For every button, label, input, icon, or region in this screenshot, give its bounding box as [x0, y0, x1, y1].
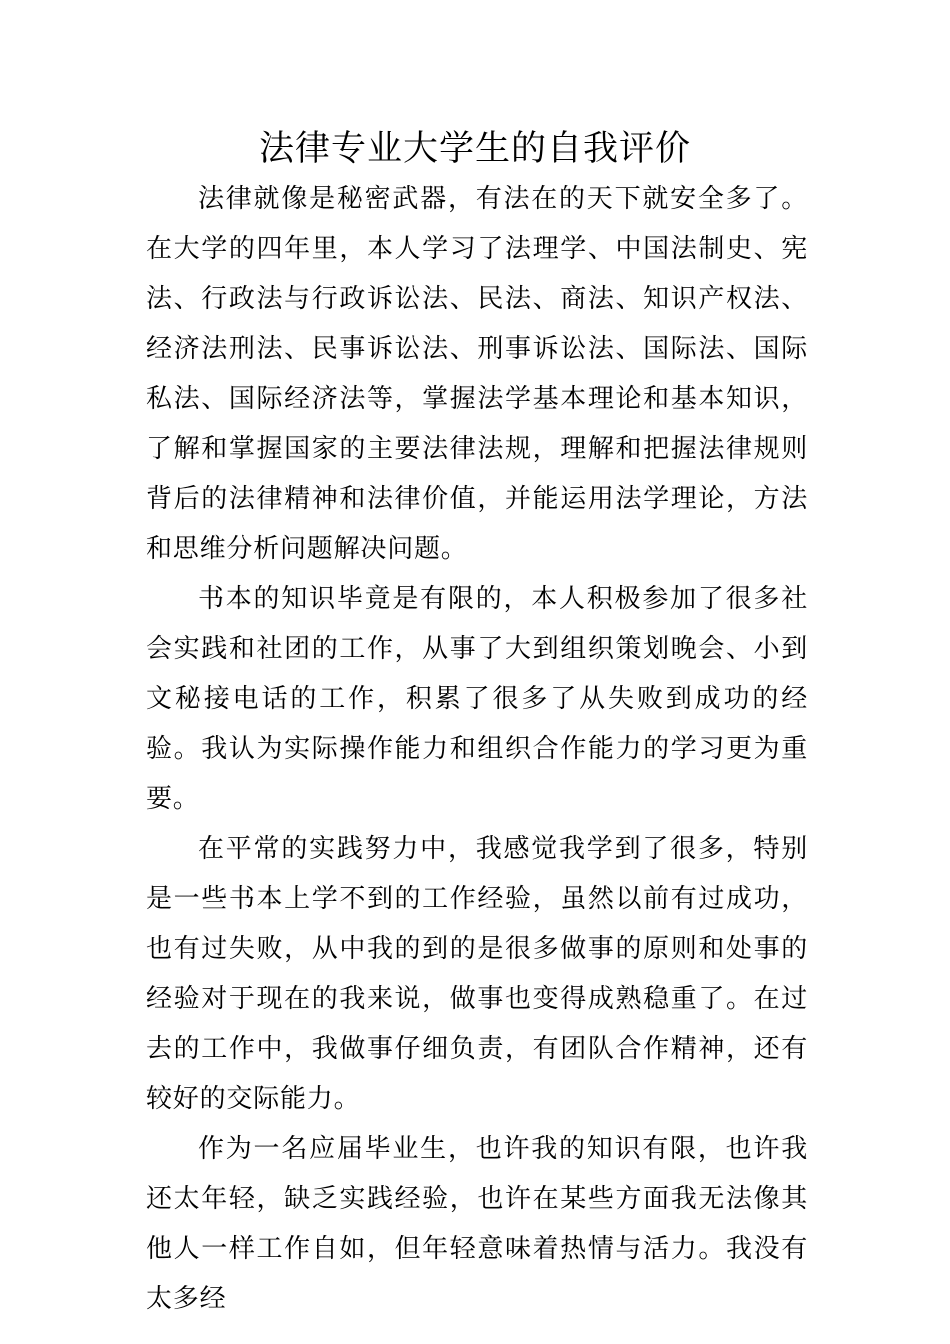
paragraph-3: 在平常的实践努力中，我感觉我学到了很多，特别是一些书本上学不到的工作经验，虽然以前有过成功，也有过失败，从中我的到的是很多做事的原则和处事的经验对于现在的我来说，做事也变得成熟稳重了。在过去的工作中，我做事仔细负责，有团队合作精神，还有较好的交际能力。	[146, 834, 808, 1114]
document-title: 法律专业大学生的自我评价	[258, 129, 691, 169]
paragraph-4: 作为一名应届毕业生，也许我的知识有限，也许我还太年轻，缺乏实践经验，也许在某些方面我无法像其他人一样工作自如，但年轻意味着热情与活力。我没有太多经	[146, 1134, 808, 1314]
paragraph-2: 书本的知识毕竟是有限的，本人积极参加了很多社会实践和社团的工作，从事了大到组织策划晚会、小到文秘接电话的工作，积累了很多了从失败到成功的经验。我认为实际操作能力和组织合作能力的学习更为重要。	[146, 584, 808, 814]
document-body	[146, 174, 808, 1324]
paragraph-1: 法律就像是秘密武器，有法在的天下就安全多了。在大学的四年里，本人学习了法理学、中国法制史、宪法、行政法与行政诉讼法、民法、商法、知识产权法、经济法刑法、民事诉讼法、刑事诉讼法、国际法、国际私法、国际经济法等，掌握法学基本理论和基本知识，了解和掌握国家的主要法律法规，理解和把握法律规则背后的法律精神和法律价值，并能运用法学理论，方法和思维分析问题解决问题。	[146, 184, 808, 564]
